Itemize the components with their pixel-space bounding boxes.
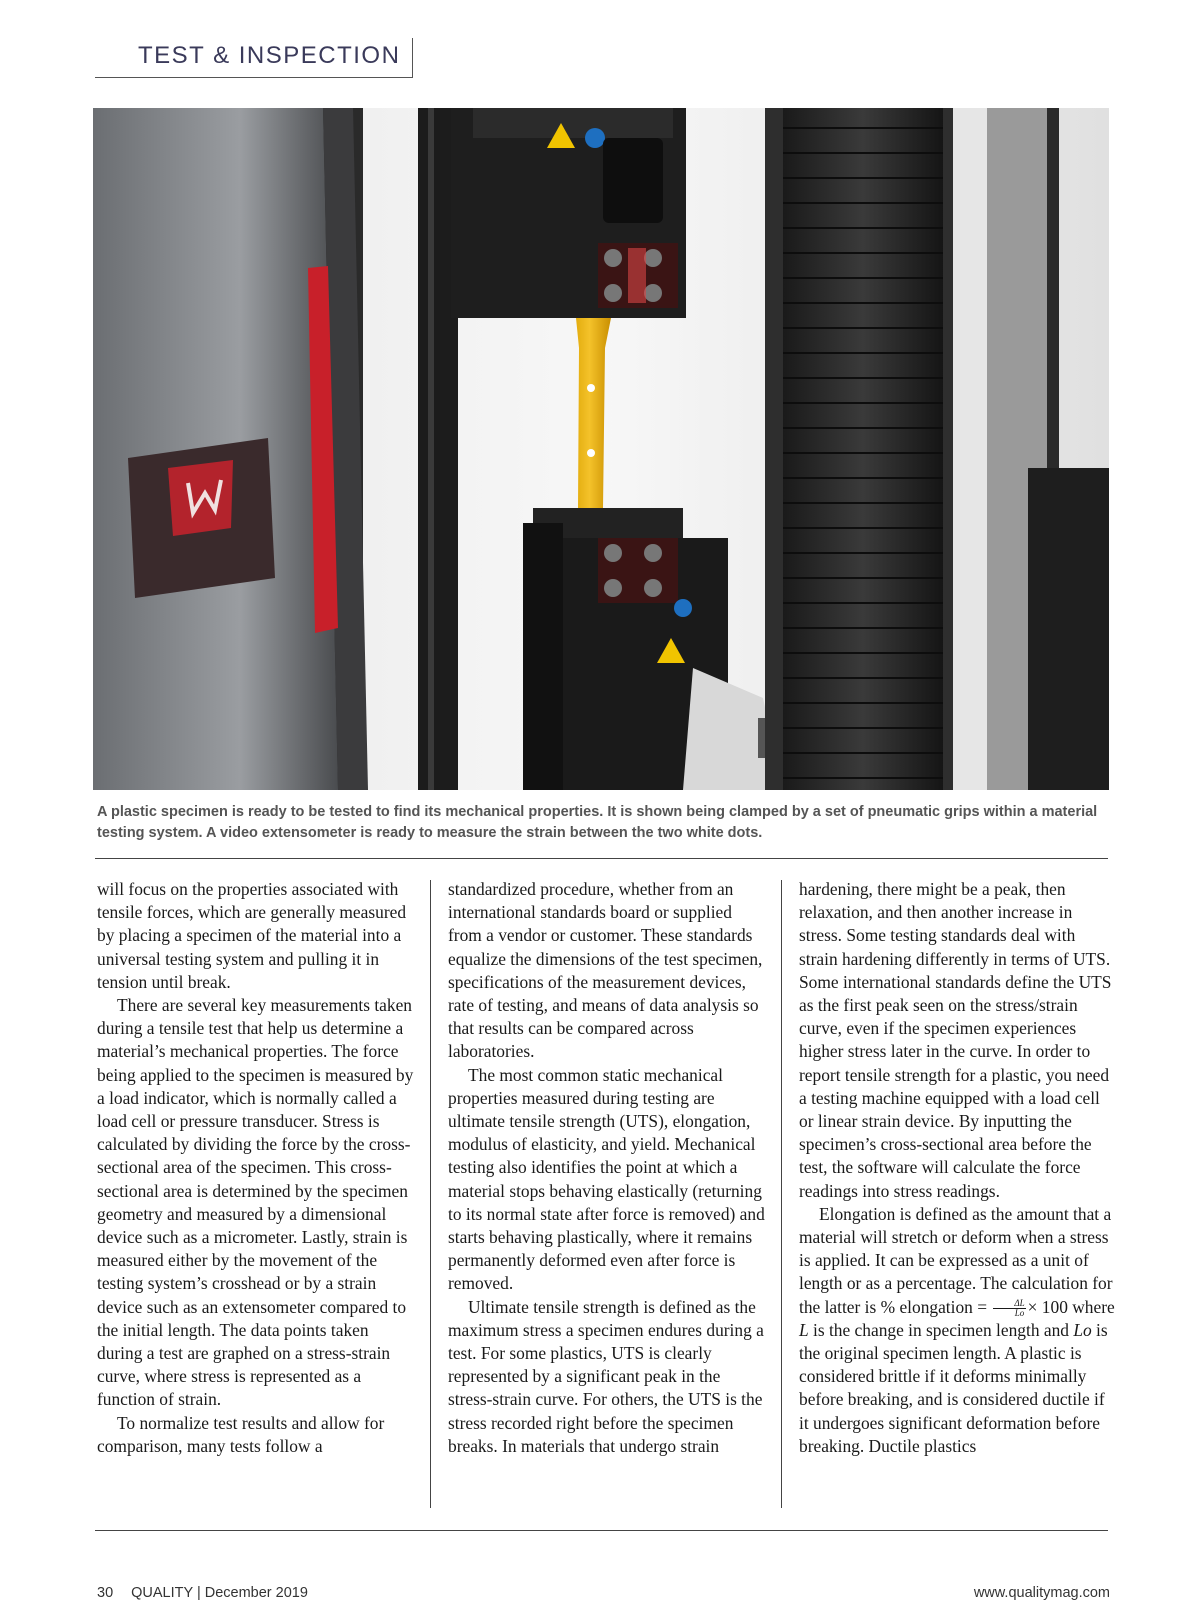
page-number: 30 bbox=[97, 1585, 114, 1601]
paragraph: There are several key measurements taken during a tensile test that help us determine a material’s mechanical properties. The force being applied to the specimen is measured by a load indicator, which is normally called a load cell or pressure transducer. Stress is calculated by dividing the force by the cross-sectional area of the specimen. This cross-sectional area is determined by the specimen geometry and measured by a dimensional device such as a micrometer. Lastly, strain is measured either by the movement of the testing system’s crosshead or by a strain device such as an extensometer compared to the initial length. The data points taken during a test are graphed on a stress-strain curve, where stress is represented as a function of strain. bbox=[97, 995, 414, 1410]
column-divider bbox=[430, 880, 431, 1508]
text-run: Elongation is defined as the amount that a material will stretch or deform when a stress is applied. It can be expressed as a unit of length or as a percentage. The calculation for the latter is % elongation = bbox=[799, 1203, 1113, 1317]
section-title: TEST & INSPECTION bbox=[138, 42, 401, 69]
caption-divider bbox=[95, 858, 1108, 859]
info-icon bbox=[585, 128, 605, 148]
footer-url: www.qualitymag.com bbox=[973, 1585, 1110, 1601]
elongation-fraction bbox=[993, 1299, 1025, 1318]
article-photo bbox=[93, 108, 1109, 790]
paragraph: Ultimate tensile strength is defined as the maximum stress a specimen endures during a test. For some plastics, UTS is clearly represented by a significant peak in the stress-strain curve. For others, the UTS is the stress recorded right before the specimen breaks. In materials that undergo strain bbox=[448, 1296, 764, 1456]
scale-ruler bbox=[953, 108, 987, 790]
footer-divider bbox=[95, 1530, 1108, 1531]
article-column-2 bbox=[448, 878, 766, 1458]
variable-lo: Lo bbox=[1073, 1319, 1092, 1340]
column-divider bbox=[781, 880, 782, 1508]
paragraph: hardening, there might be a peak, then relaxation, and then another increase in stress. Some testing standards deal with strain hardening differently in terms of UTS. Some international standards define the UTS as the first peak seen on the stress/strain curve, even if the specimen experiences higher stress later in the curve. In order to report tensile strength for a plastic, you need a testing machine equipped with a load cell or linear strain device. By inputting the specimen’s cross-sectional area before the test, the software will calculate the force readings into stress readings. bbox=[799, 879, 1112, 1201]
photo-caption: A plastic specimen is ready to be tested to find its mechanical properties. It is shown being clamped by a set of pneumatic grips within a material testing system. A video extensometer is ready to measure the strain between the two white dots. bbox=[97, 804, 1098, 841]
testing-machine-logo bbox=[128, 438, 275, 598]
upper-grip bbox=[451, 108, 686, 318]
bellows-cover bbox=[783, 108, 943, 790]
paragraph: will focus on the properties associated with tensile forces, which are generally measured by placing a specimen of the material into a universal testing system and pulling it in tension until break. bbox=[97, 879, 407, 992]
article-column-1 bbox=[97, 878, 415, 1458]
footer-left bbox=[97, 1585, 308, 1601]
fraction-numerator: ΔL bbox=[993, 1299, 1025, 1309]
paragraph: standardized procedure, whether from an international standards board or supplied from a vendor or customer. These standards equalize the dimensions of the test specimen, specifications of the measurement devices, rate of testing, and means of data analysis so that results can be compared across laboratories. bbox=[448, 879, 763, 1062]
fraction-denominator: Lo bbox=[1014, 1308, 1025, 1319]
paragraph: The most common static mechanical properties measured during testing are ultimate tensile strength (UTS), elongation, modulus of elasticity, and yield. Mechanical testing also identifies the point at which a material stops behaving elastically (returning to its normal state after force is removed) and starts behaving plastically, where it remains permanently deformed even after force is removed. bbox=[448, 1064, 765, 1294]
paragraph-elongation bbox=[799, 1203, 1117, 1458]
text-run: is the original specimen length. A plastic is considered brittle if it deforms minimally before breaking, and is considered ductile if it undergoes significant deformation before breaking. Ductile plastics bbox=[799, 1319, 1108, 1456]
text-run: × 100 where bbox=[1027, 1296, 1115, 1317]
paragraph: To normalize test results and allow for comparison, many tests follow a bbox=[97, 1412, 385, 1456]
text-run: is the change in specimen length and bbox=[808, 1319, 1074, 1340]
section-header bbox=[95, 38, 413, 78]
publication-info: QUALITY | December 2019 bbox=[131, 1585, 308, 1601]
extensometer-dot-lower bbox=[587, 449, 595, 457]
article-column-3 bbox=[799, 878, 1117, 1458]
variable-l: L bbox=[799, 1319, 809, 1340]
tensile-tester-illustration bbox=[93, 108, 1109, 790]
extensometer-dot-upper bbox=[587, 384, 595, 392]
